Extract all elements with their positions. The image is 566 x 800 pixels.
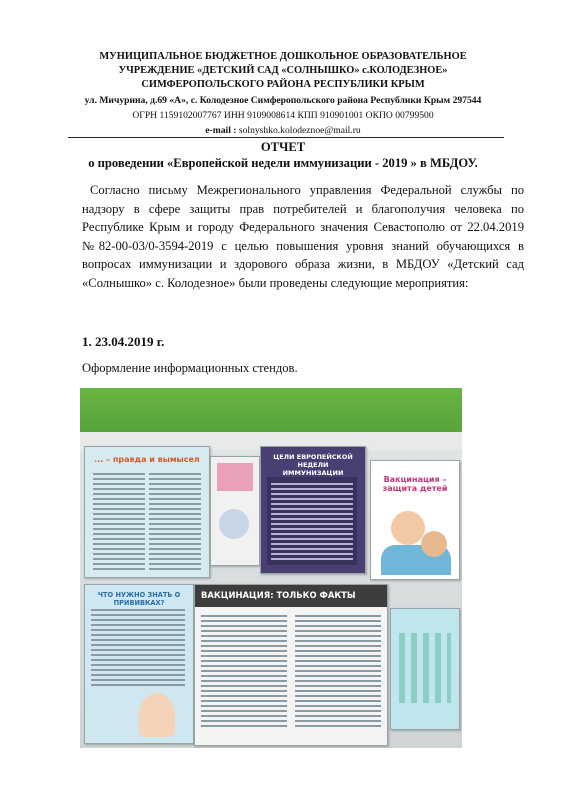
- poster-small: [210, 456, 260, 566]
- poster-goals: [260, 446, 366, 574]
- poster-graphic: [219, 509, 249, 539]
- poster-vaccination-kids: [370, 460, 460, 580]
- poster-doctor-illustration: [139, 693, 175, 737]
- poster-graphic: [217, 463, 253, 491]
- report-title: ОТЧЕТ: [260, 140, 306, 154]
- org-name-line-3: СИМФЕРОПОЛЬСКОГО РАЙОНА РЕСПУБЛИКИ КРЫМ: [141, 79, 425, 90]
- poster-what-to-know: [84, 584, 194, 744]
- poster-facts-column: [295, 615, 381, 735]
- poster-graphic: [399, 633, 451, 703]
- poster-illustration: [391, 511, 425, 545]
- poster-facts-title: ВАКЦИНАЦИЯ: ТОЛЬКО ФАКТЫ: [201, 590, 356, 600]
- email-address: solnyshko.kolodeznoe@mail.ru: [238, 125, 361, 136]
- email-label: e-mail :: [205, 125, 237, 136]
- poster-goals-body: [267, 477, 357, 565]
- org-name-line-1: МУНИЦИПАЛЬНОЕ БЮДЖЕТНОЕ ДОШКОЛЬНОЕ ОБРАЗОВАТЕЛЬНОЕ: [99, 51, 467, 62]
- header-divider: [68, 137, 504, 138]
- poster-myths-title: ... – правда и вымысел: [94, 455, 200, 464]
- org-requisites: ОГРН 1159102007767 ИНН 9109008614 КПП 910901001 ОКПО 00799500: [132, 110, 434, 121]
- poster-what-to-know-title: ЧТО НУЖНО ЗНАТЬ О ПРИВИВКАХ?: [97, 591, 181, 607]
- poster-illustration: [421, 531, 447, 557]
- info-stand-photo: [80, 388, 462, 748]
- green-wall: [80, 388, 462, 432]
- poster-myths: [84, 446, 210, 578]
- org-email-line: [0, 124, 566, 138]
- poster-facts: [194, 584, 388, 746]
- poster-vaccination-title: Вакцинация – защита детей: [382, 475, 448, 493]
- org-address: ул. Мичурина, д.69 «А», с. Колодезное Симферопольского района Республики Крым 297544: [84, 95, 482, 106]
- org-name-line-2: УЧРЕЖДЕНИЕ «ДЕТСКИЙ САД «СОЛНЫШКО» с.КОЛОДЕЗНОЕ»: [118, 65, 448, 76]
- poster-text-lines: [149, 473, 201, 573]
- poster-goals-title: ЦЕЛИ ЕВРОПЕЙСКОЙ НЕДЕЛИ ИММУНИЗАЦИИ: [273, 453, 353, 477]
- poster-pattern: [390, 608, 460, 730]
- poster-text-lines: [93, 473, 145, 573]
- report-subtitle: о проведении «Европейской недели иммунизации - 2019 » в МБДОУ.: [88, 156, 478, 170]
- section-text: Оформление информационных стендов.: [82, 361, 298, 375]
- report-paragraph: Согласно письму Межрегионального управления Федеральной службы по надзору в сфере защиты прав потребителей и благополучия человека по Республике Крым и городу Федерального значения Севастополю от 22.04.2019 №82-00-03/0-3594-2019 с целью повышения уровня знаний обучающихся в вопросах иммунизации и здорового образа жизни, в МБДОУ «Детский сад «Солнышко» с. Колодезное» были проведены следующие мероприятия:: [82, 183, 524, 290]
- poster-facts-column: [201, 615, 287, 735]
- section-heading: 1. 23.04.2019 г.: [82, 334, 165, 349]
